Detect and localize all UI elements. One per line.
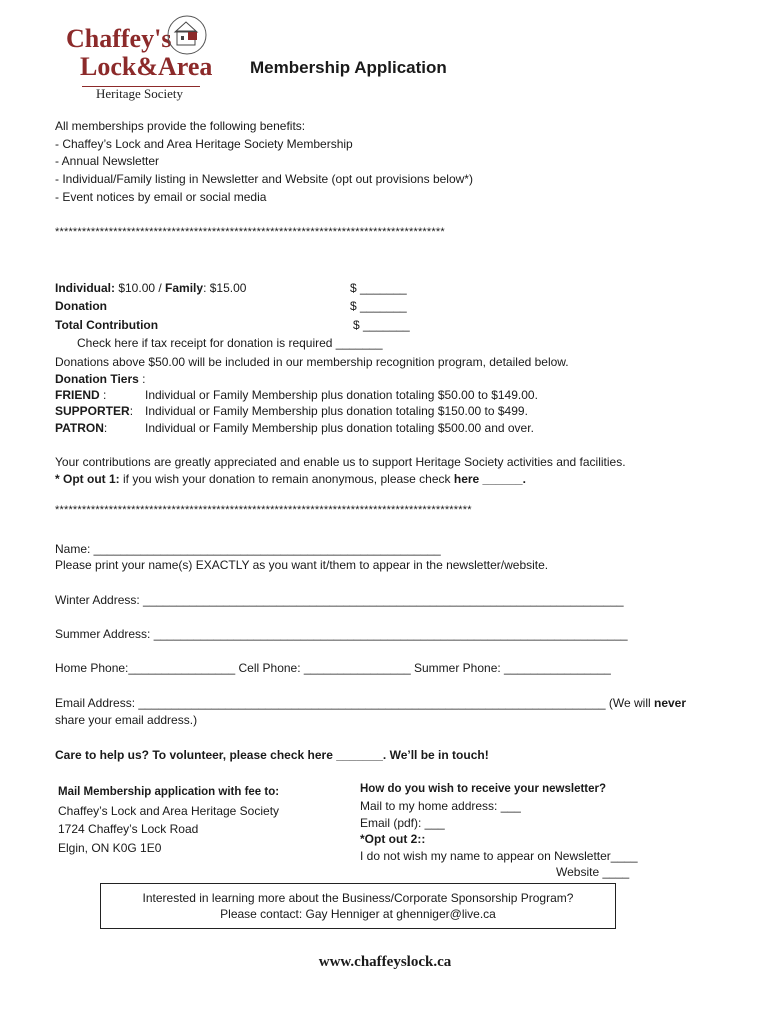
logo-line3: Heritage Society: [96, 86, 183, 101]
tax-receipt-checkbox[interactable]: Check here if tax receipt for donation is required _______: [77, 336, 383, 350]
never-emphasis: never: [653, 696, 687, 710]
optout2-label: *Opt out 2::: [360, 832, 426, 846]
total-amount-field[interactable]: $ _______: [353, 318, 410, 332]
optout1-checkbox[interactable]: ______.: [479, 472, 526, 486]
email-row: [55, 694, 686, 712]
tier-friend-desc: Individual or Family Membership plus donation totaling $50.00 to $149.00.: [145, 388, 538, 402]
phone-row: [55, 659, 611, 677]
tier-friend-name: FRIEND: [55, 388, 100, 402]
membership-amount-field[interactable]: $ _______: [350, 281, 407, 295]
separator-stars: *********************************************************************************************: [55, 504, 472, 516]
page-title: Membership Application: [250, 58, 447, 77]
house-emblem-icon: [166, 14, 208, 56]
donation-label: Donation: [55, 299, 107, 313]
tiers-heading-text: Donation Tiers: [55, 372, 139, 386]
print-name-note: Please print your name(s) EXACTLY as you want it/them to appear in the newsletter/website.: [55, 558, 549, 572]
email-field[interactable]: Email Address: ______________________________________________________________________ (We will: [55, 696, 654, 710]
tier-patron-desc: Individual or Family Membership plus donation totaling $500.00 and over.: [145, 421, 534, 435]
tier-suffix: :: [99, 388, 107, 402]
home-phone-field[interactable]: Home Phone:________________: [55, 661, 236, 675]
individual-family-fee: [55, 279, 246, 297]
tiers-heading-suffix: :: [138, 372, 146, 386]
optout1-label: * Opt out 1:: [55, 472, 120, 486]
tier-suffix: :: [103, 421, 108, 435]
tier-name: [55, 419, 107, 437]
sponsor-line1: Interested in learning more about the Business/Corporate Sponsorship Program?: [142, 891, 574, 905]
logo-line2: Lock&Area: [80, 52, 213, 81]
tier-patron-name: PATRON: [55, 421, 104, 435]
benefit-item: - Annual Newsletter: [55, 154, 160, 168]
tier-supporter-name: SUPPORTER: [55, 404, 130, 418]
name-field[interactable]: Name: ____________________________________________________: [55, 542, 441, 556]
newsletter-mail-option[interactable]: Mail to my home address: ___: [360, 799, 521, 813]
newsletter-email-option[interactable]: Email (pdf): ___: [360, 816, 445, 830]
optout2-newsletter-option[interactable]: I do not wish my name to appear on Newsletter____: [360, 849, 638, 863]
winter-address-field[interactable]: Winter Address: ________________________________________________________________________: [55, 593, 624, 607]
sponsor-contact: Please contact: Gay Henniger at ghenniger@live.ca: [220, 907, 496, 921]
website-url[interactable]: www.chaffeyslock.ca: [318, 954, 452, 970]
mail-heading: Mail Membership application with fee to:: [58, 786, 280, 798]
optout1-here: here: [453, 472, 480, 486]
tier-name: [55, 402, 133, 420]
separator-stars: ***************************************************************************************: [55, 226, 445, 238]
logo-line1: Chaffey's: [66, 24, 172, 53]
benefits-intro: All memberships provide the following benefits:: [55, 119, 306, 133]
recognition-note: Donations above $50.00 will be included in our membership recognition program, detailed below.: [55, 355, 569, 369]
sponsorship-box: [100, 883, 616, 929]
tier-supporter-desc: Individual or Family Membership plus donation totaling $150.00 to $499.: [145, 404, 528, 418]
benefit-item: - Individual/Family listing in Newsletter and Website (opt out provisions below*): [55, 172, 473, 186]
heritage-society-logo: [66, 14, 216, 106]
optout1-text: if you wish your donation to remain anonymous, please check: [119, 472, 454, 486]
total-label: Total Contribution: [55, 318, 159, 332]
donation-amount-field[interactable]: $ _______: [350, 299, 407, 313]
volunteer-checkbox[interactable]: Care to help us? To volunteer, please check here _______. We’ll be in touch!: [55, 748, 489, 762]
email-privacy-note: share your email address.): [55, 713, 198, 727]
benefit-item: - Event notices by email or social media: [55, 190, 267, 204]
summer-phone-field[interactable]: Summer Phone: ________________: [410, 661, 611, 675]
newsletter-heading: How do you wish to receive your newsletter?: [360, 783, 607, 795]
family-amount: : $15.00: [203, 281, 247, 295]
family-label: Family: [165, 281, 204, 295]
appreciation-text: Your contributions are greatly appreciated and enable us to support Heritage Society activities and facilities.: [55, 455, 626, 469]
optout2-website-option[interactable]: Website ____: [556, 865, 630, 879]
mail-address-line: Elgin, ON K0G 1E0: [58, 841, 162, 855]
benefit-item: - Chaffey’s Lock and Area Heritage Society Membership: [55, 137, 353, 151]
individual-amount: $10.00 /: [115, 281, 166, 295]
individual-label: Individual:: [55, 281, 115, 295]
optout1-line: [55, 470, 526, 488]
tier-suffix: :: [129, 404, 134, 418]
summer-address-field[interactable]: Summer Address: _______________________________________________________________________: [55, 627, 628, 641]
mail-address-line: Chaffey’s Lock and Area Heritage Society: [58, 804, 280, 818]
cell-phone-field[interactable]: Cell Phone: ________________: [235, 661, 411, 675]
mail-address-line: 1724 Chaffey’s Lock Road: [58, 822, 199, 836]
